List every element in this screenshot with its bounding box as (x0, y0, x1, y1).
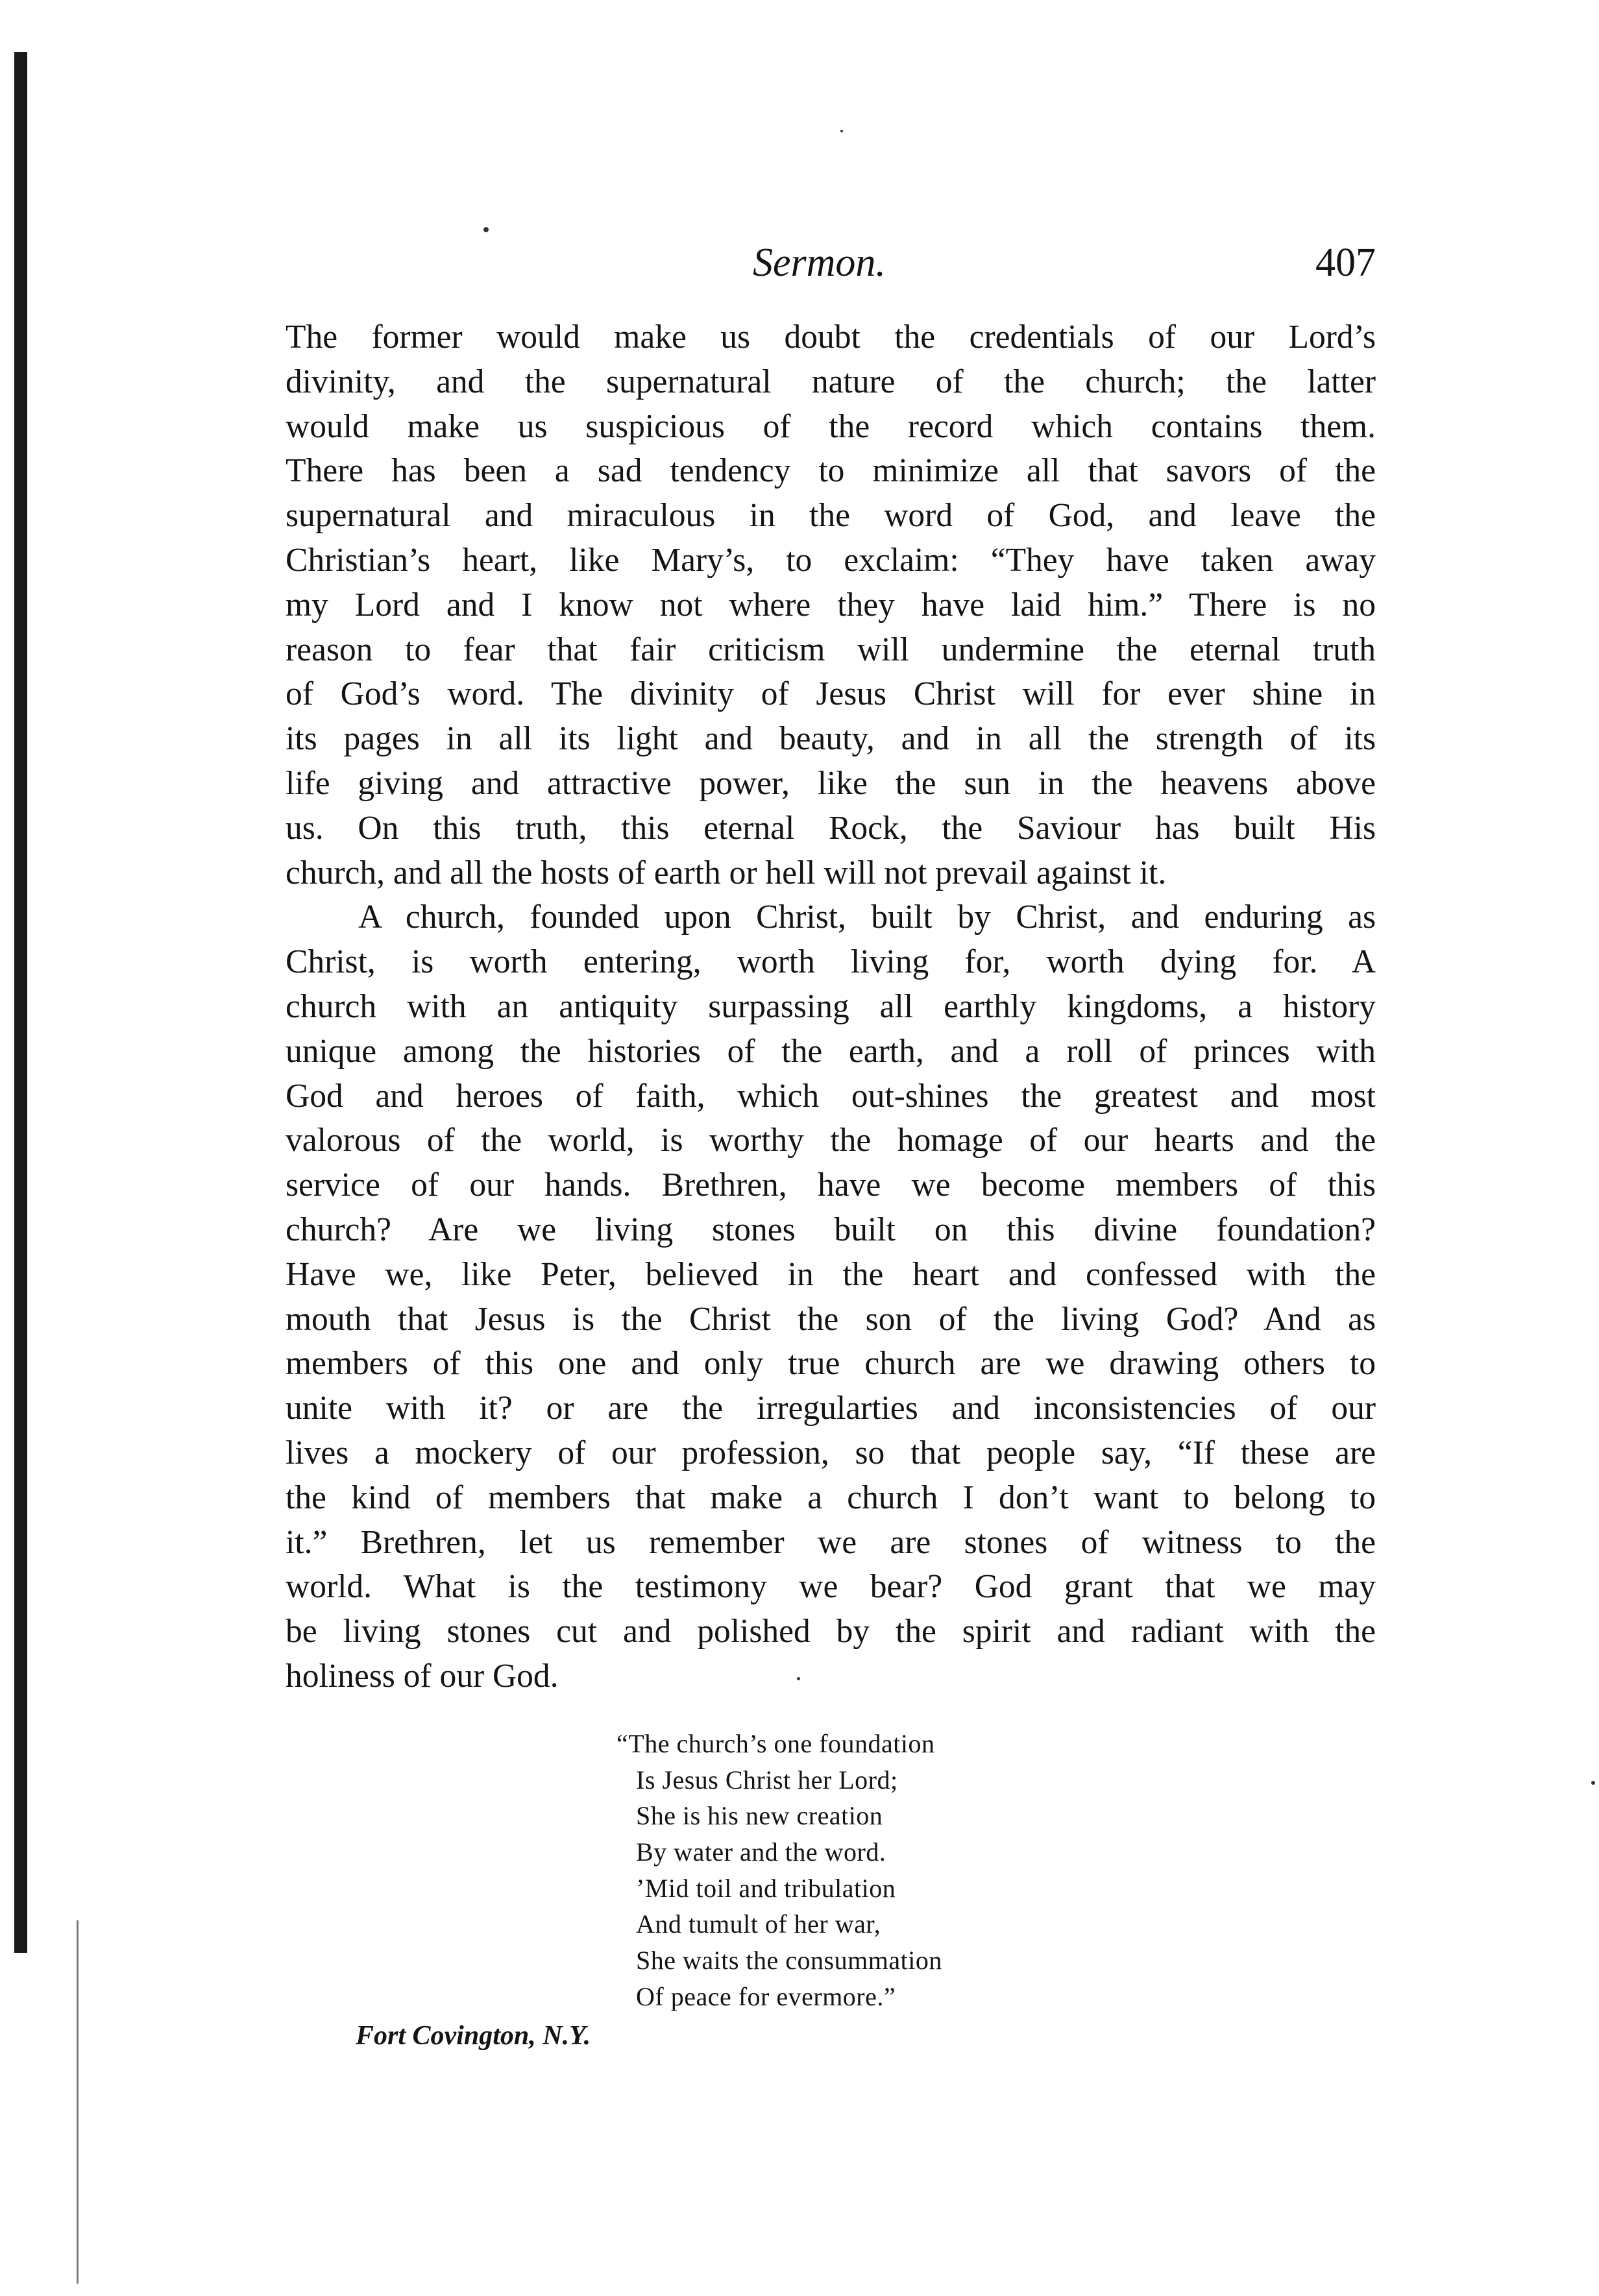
binding-shadow (14, 52, 27, 1953)
text-line: The former would make us doubt the credentials of our Lord’s (286, 319, 1376, 356)
text-line: God and heroes of faith, which out-shines the greatest and most (286, 1077, 1376, 1115)
page-number: 407 (1315, 241, 1376, 285)
verse-line: “The church’s one foundation (616, 1729, 935, 1758)
text-line: my Lord and I know not where they have laid him.” There is no (286, 586, 1376, 623)
verse-line: By water and the word. (636, 1837, 886, 1867)
text-line: reason to fear that fair criticism will undermine the eternal truth (286, 631, 1376, 668)
text-line: members of this one and only true church are we drawing others to (286, 1345, 1376, 1383)
text-line: Christ, is worth entering, worth living for, worth dying for. A (286, 943, 1376, 981)
text-line: mouth that Jesus is the Christ the son of the living God? And as (286, 1300, 1376, 1338)
running-head (286, 237, 1376, 295)
text-line: A church, founded upon Christ, built by Christ, and enduring as (358, 899, 1376, 936)
text-line: valorous of the world, is worthy the homage of our hearts and the (286, 1122, 1376, 1159)
text-line: Christian’s heart, like Mary’s, to exclaim: “They have taken away (286, 541, 1376, 579)
page-edge-line (77, 1920, 79, 2284)
text-line: service of our hands. Brethren, have we become members of this (286, 1166, 1376, 1204)
text-line: church? Are we living stones built on this divine foundation? (286, 1211, 1376, 1248)
text-line: church with an antiquity surpassing all earthly kingdoms, a history (286, 987, 1376, 1025)
text-line: be living stones cut and polished by the spirit and radiant with the (286, 1613, 1376, 1650)
text-line: unite with it? or are the irregularties and inconsistencies of our (286, 1390, 1376, 1427)
ink-speck (840, 130, 843, 132)
ink-speck (483, 227, 489, 232)
body-text (286, 315, 1376, 1699)
text-line: lives a mockery of our profession, so that people say, “If these are (286, 1434, 1376, 1471)
text-line: world. What is the testimony we bear? God grant that we may (286, 1568, 1376, 1606)
ink-speck (1591, 1781, 1595, 1785)
text-line: it.” Brethren, let us remember we are stones of witness to the (286, 1523, 1376, 1561)
signature-place: Fort Covington, N.Y. (356, 2021, 591, 2051)
text-line: us. On this truth, this eternal Rock, the Saviour has built His (286, 809, 1376, 847)
verse-line: She waits the consummation (636, 1946, 942, 1976)
text-line: supernatural and miraculous in the word of God, and leave the (286, 497, 1376, 535)
text-line: Have we, like Peter, believed in the heart and confessed with the (286, 1255, 1376, 1293)
text-line: holiness of our God. (286, 1657, 559, 1695)
running-title: Sermon. (753, 241, 886, 285)
verse-line: Is Jesus Christ her Lord; (636, 1765, 898, 1795)
text-line: the kind of members that make a church I don’t want to belong to (286, 1479, 1376, 1516)
text-line: church, and all the hosts of earth or hell will not prevail against it. (286, 854, 1167, 891)
text-line: There has been a sad tendency to minimize all that savors of the (286, 452, 1376, 490)
text-line: life giving and attractive power, like the sun in the heavens above (286, 764, 1376, 802)
text-line: would make us suspicious of the record which contains them. (286, 407, 1376, 445)
text-line: divinity, and the supernatural nature of the church; the latter (286, 363, 1376, 400)
verse-line: She is his new creation (636, 1801, 883, 1831)
text-line: of God’s word. The divinity of Jesus Christ will for ever shine in (286, 675, 1376, 713)
text-line: unique among the histories of the earth, and a roll of princes with (286, 1032, 1376, 1070)
hymn-verse (616, 1726, 1136, 2015)
text-line: its pages in all its light and beauty, and in all the strength of its (286, 720, 1376, 758)
verse-line: ’Mid toil and tribulation (636, 1873, 896, 1903)
verse-line: Of peace for evermore.” (636, 1981, 896, 2011)
verse-line: And tumult of her war, (636, 1909, 881, 1939)
